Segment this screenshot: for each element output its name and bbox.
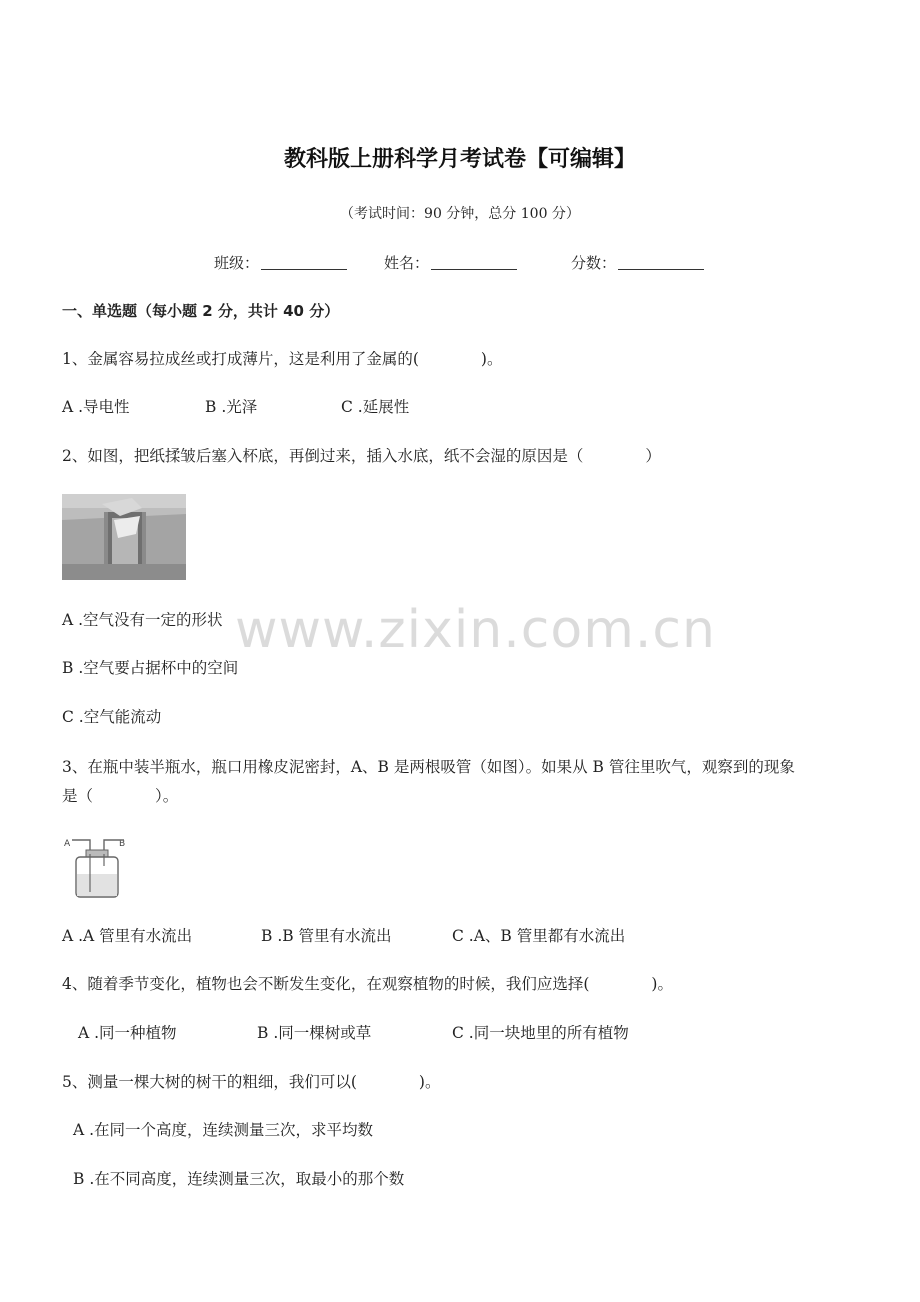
score-field [571,252,704,273]
name-field [384,252,517,273]
question-4-option-b: B .同一棵树或草 [257,1024,372,1042]
exam-title: 教科版上册科学月考试卷【可编辑】 [283,147,636,172]
question-4-option-a: A .同一种植物 [78,1024,177,1042]
question-3-option-b: B .B 管里有水流出 [261,927,392,945]
question-2-option-c: C .空气能流动 [62,708,162,726]
class-blank [261,255,347,270]
question-3-stem-line-1: 3、在瓶中装半瓶水，瓶口用橡皮泥密封，A、B 是两根吸管（如图）。如果从 B 管往里吹气，观察到的现象 [62,758,795,776]
score-blank [618,255,704,270]
exam-subtitle: （考试时间：90 分钟，总分 100 分） [340,206,580,222]
bottle-with-straws-figure [62,830,132,900]
class-field [214,252,347,273]
question-2-stem: 2、如图，把纸揉皱后塞入杯底，再倒过来，插入水底，纸不会湿的原因是（ ） [62,447,661,465]
question-4-option-c: C .同一块地里的所有植物 [452,1024,629,1042]
question-3-option-c: C .A、B 管里都有水流出 [452,927,626,945]
cup-in-water-photo [62,494,186,580]
question-1-stem: 1、金属容易拉成丝或打成薄片，这是利用了金属的( )。 [62,350,503,368]
question-3-option-a: A .A 管里有水流出 [62,927,193,945]
question-5-option-b: B .在不同高度，连续测量三次，取最小的那个数 [73,1170,405,1188]
watermark: www.zixin.com.cn [235,600,716,660]
question-1-option-a: A .导电性 [62,398,130,416]
question-4-stem: 4、随着季节变化，植物也会不断发生变化，在观察植物的时候，我们应选择( )。 [62,975,673,993]
question-2-option-a: A .空气没有一定的形状 [62,611,223,629]
question-5-option-a: A .在同一个高度，连续测量三次，求平均数 [73,1121,374,1139]
question-3-stem-line-2: 是（ ）。 [62,787,179,805]
name-label: 姓名： [384,254,430,272]
question-1-option-c: C .延展性 [341,398,410,416]
name-blank [431,255,517,270]
score-label: 分数： [571,254,617,272]
section-heading: 一、单选题（每小题 2 分，共计 40 分） [62,302,340,320]
question-1-option-b: B .光泽 [205,398,258,416]
figure-label-b: B [119,839,126,849]
class-label: 班级： [214,254,260,272]
figure-label-a: A [64,839,71,849]
question-2-option-b: B .空气要占据杯中的空间 [62,659,239,677]
question-5-stem: 5、测量一棵大树的树干的粗细，我们可以( )。 [62,1073,441,1091]
